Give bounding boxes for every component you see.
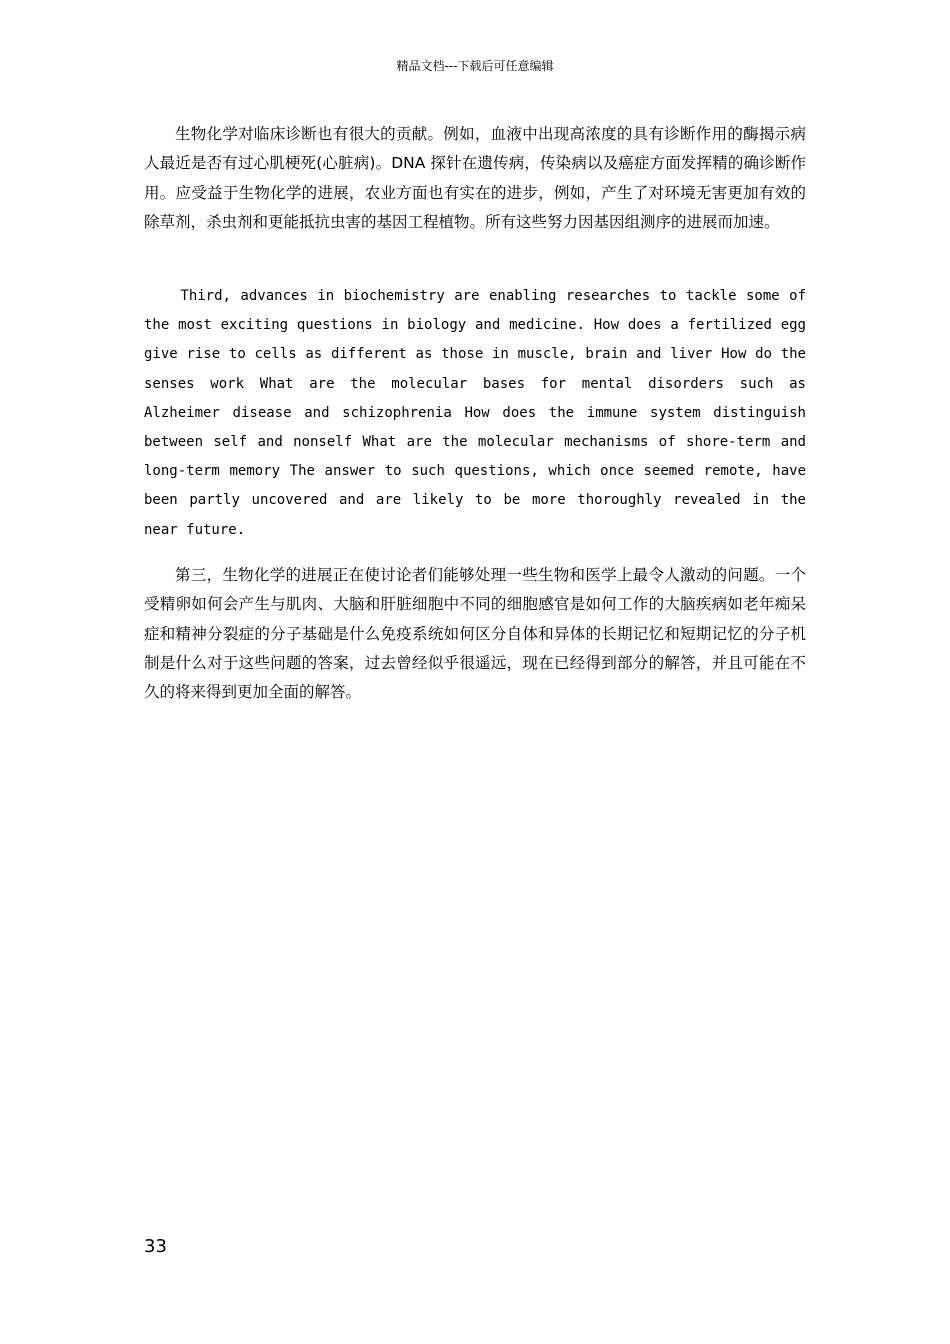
page-number: 33 [144, 1236, 167, 1257]
paragraph-chinese-third: 第三，生物化学的进展正在使讨论者们能够处理一些生物和医学上最令人激动的问题。一个受精卵如何会产生与肌肉、大脑和肝脏细胞中不同的细胞感官是如何工作的大脑疾病如老年痴呆症和精神分裂症的分子基础是什么免疫系统如何区分自体和异体的长期记忆和短期记忆的分子机制是什么对于这些问题的答案，过去曾经似乎很遥远，现在已经得到部分的解答，并且可能在不久的将来得到更加全面的解答。 [144, 566, 806, 702]
paragraph-english-third: Third, advances in biochemistry are enabling researches to tackle some of the most exciting questions in biology and medicine. How does a fertilized egg give rise to cells as different as those in muscle, brain and liver How do the senses work What are the molecular bases for mental disorders such as Alzheimer disease and schizophrenia How does the immune system distinguish between self and nonself What are the molecular mechanisms of shore-term and long-term memory The answer to such questions, which once seemed remote, have been partly uncovered and are likely to be more thoroughly revealed in the near future. [144, 288, 806, 538]
page-header: 精品文档---下载后可任意编辑 [396, 59, 554, 73]
paragraph-chinese-diagnosis: 生物化学对临床诊断也有很大的贡献。例如，血液中出现高浓度的具有诊断作用的酶揭示病人最近是否有过心肌梗死(心脏病)。DNA 探针在遗传病，传染病以及癌症方面发挥精的确诊断作用。应受益于生物化学的进展，农业方面也有实在的进步，例如，产生了对环境无害更加有效的除草剂，杀虫剂和更能抵抗虫害的基因工程植物。所有这些努力因基因组测序的进展而加速。 [144, 125, 806, 231]
